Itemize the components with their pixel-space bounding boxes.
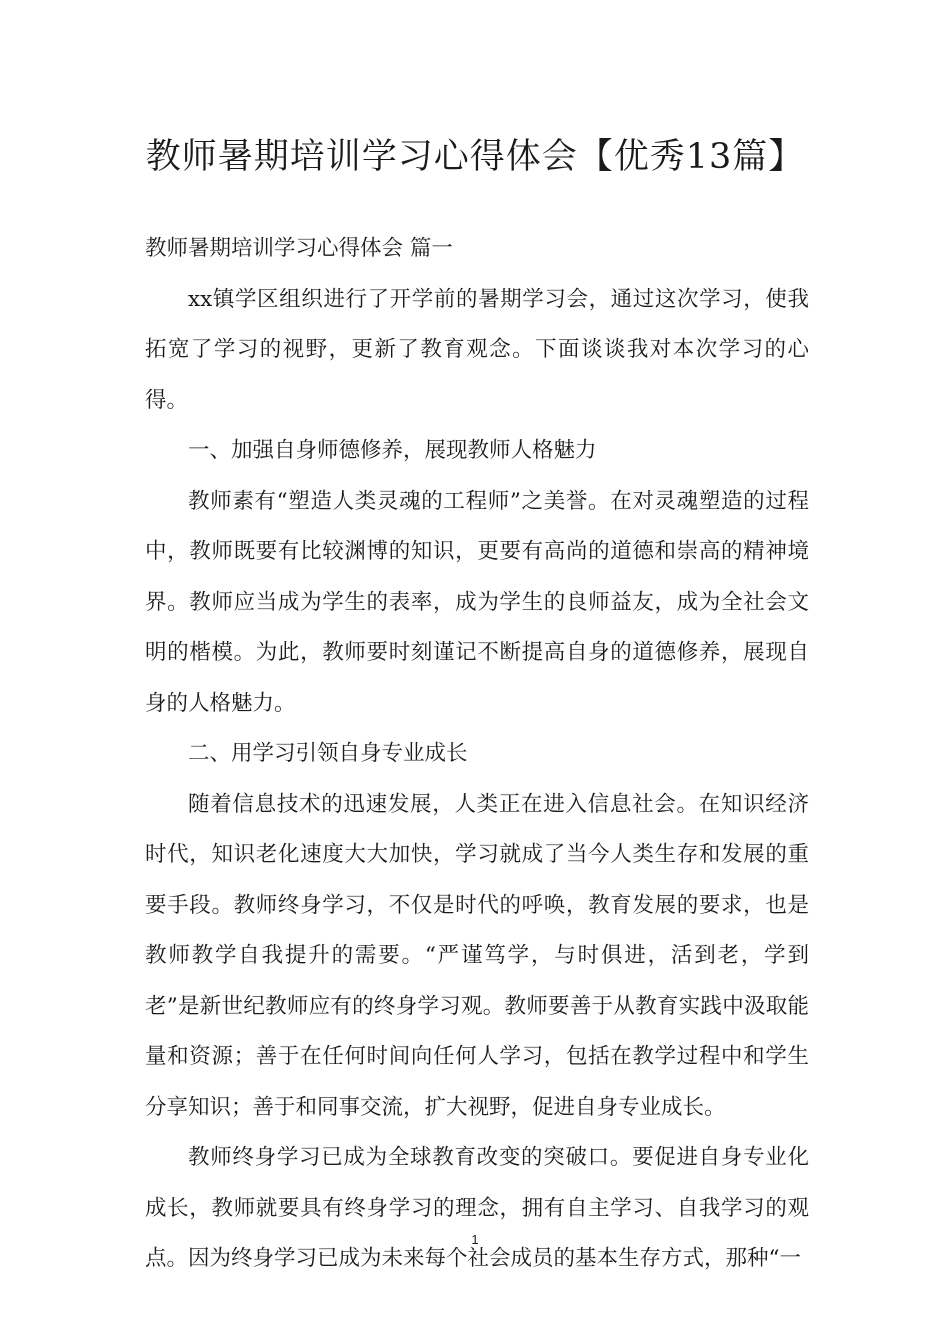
paragraph: xx镇学区组织进行了开学前的暑期学习会，通过这次学习，使我拓宽了学习的视野，更新了教育观念。下面谈谈我对本次学习的心得。 [145,286,809,413]
document-title: 教师暑期培训学习心得体会【优秀13篇】 [145,137,805,177]
section-subheading: 二、用学习引领自身专业成长 [188,741,468,766]
section-heading: 教师暑期培训学习心得体会 篇一 [145,236,453,261]
paragraph: 教师终身学习已成为全球教育改变的突破口。要促进自身专业化成长，教师就要具有终身学习的理念，拥有自主学习、自我学习的观点。因为终身学习已成为未来每个社会成员的基本生存方式，那种“一 [145,1145,809,1271]
paragraph: 教师素有“塑造人类灵魂的工程师”之美誉。在对灵魂塑造的过程中，教师既要有比较渊博的知识，更要有高尚的道德和崇高的精神境界。教师应当成为学生的表率，成为学生的良师益友，成为全社会文明的楷模。为此，教师要时刻谨记不断提高自身的道德修养，展现自身的人格魅力。 [145,488,809,716]
paragraph: 随着信息技术的迅速发展，人类正在进入信息社会。在知识经济时代，知识老化速度大大加快，学习就成了当今人类生存和发展的重要手段。教师终身学习，不仅是时代的呼唤，教育发展的要求，也是教师教学自我提升的需要。“严谨笃学，与时俱进，活到老，学到老”是新世纪教师应有的终身学习观。教师要善于从教育实践中汲取能量和资源；善于在任何时间向任何人学习，包括在教学过程中和学生分享知识；善于和同事交流，扩大视野，促进自身专业成长。 [145,791,809,1120]
section-subheading: 一、加强自身师德修养，展现教师人格魅力 [188,438,597,463]
document-body [145,224,809,1285]
page-number: 1 [471,1232,479,1247]
